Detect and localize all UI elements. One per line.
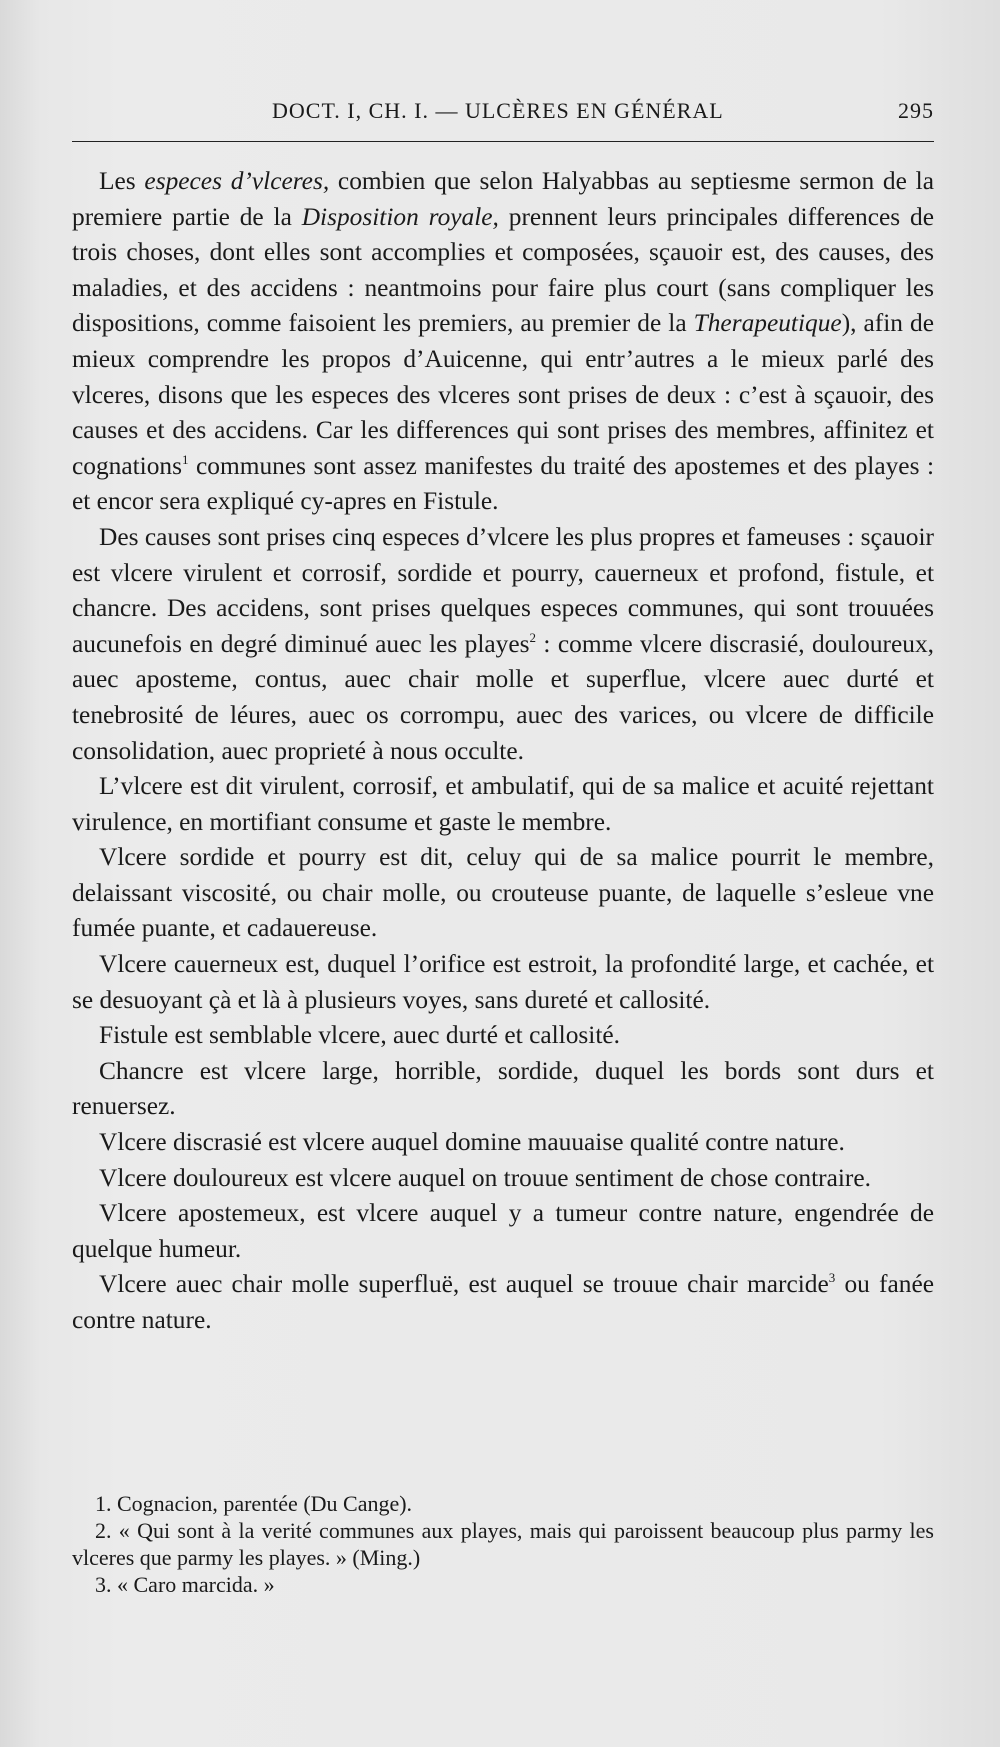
paragraph-chair-molle: Vlcere auec chair molle superfluë, est auquel se trouue chair marcide$^3$ ou fanée contre nature. xyxy=(72,1270,934,1334)
paragraph-discrasie: Vlcere discrasié est vlcere auquel domine mauuaise qualité contre nature. xyxy=(99,1128,845,1157)
italic-therapeutique: Therapeutique xyxy=(693,309,842,338)
footnote-1: 1. Cognacion, parentée (Du Cange). xyxy=(95,1491,413,1516)
paragraph-virulent: L’vlcere est dit virulent, corrosif, et ambulatif, qui de sa malice et acuité rejettant virulence, en mortifiant consume et gaste le membre. xyxy=(72,772,934,836)
paragraph-especes: Les especes d’vlceres, combien que selon Halyabbas au septiesme sermon de la premiere partie de la Disposition royale, prennent leurs principales differences de trois choses, dont elles sont accomplies et composées, sçauoir est, des causes, des maladies, et des accidens : neantmoins pour faire plus court (sans compliquer les dispositions, comme faisoient les premiers, au premier de la Therapeutique), afin de mieux comprendre les propos d’Auicenne, qui entr’autres a le mieux parlé des vlceres, disons que les especes des vlceres sont prises de deux : c’est à sçauoir, des causes et des accidens. Car les differences qui sont prises des membres, affinitez et cognations$^1$ communes sont assez manifestes du traité des apostemes et des playes : et encor sera expliqué cy-apres en Fistule. xyxy=(72,167,934,516)
paragraph-causes: Des causes sont prises cinq especes d’vlcere les plus propres et fameuses : sçauoir est vlcere virulent et corrosif, sordide et pourry, cauerneux et profond, fistule, et chancre. Des accidens, sont prises quelques especes communes, qui sont trouuées aucunefois en degré diminué auec les playes$^2$ : comme vlcere discrasié, douloureux, auec aposteme, contus, auec chair molle et superflue, vlcere auec durté et tenebrosité de léures, auec os corrompu, auec des varices, ou vlcere de difficile consolidation, auec proprieté à nous occulte. xyxy=(72,522,934,765)
paragraph-sordide: Vlcere sordide et pourry est dit, celuy qui de sa malice pourrit le membre, delaissant viscosité, ou chair molle, ou crouteuse puante, de laquelle s’esleue vne fumée puante, et cadauereuse. xyxy=(72,843,934,943)
paragraph-fistule: Fistule est semblable vlcere, auec durté et callosité. xyxy=(99,1021,621,1050)
page-number: 295 xyxy=(898,98,934,123)
paragraph-cauerneux: Vlcere cauerneux est, duquel l’orifice est estroit, la profondité large, et cachée, et se desuoyant çà et là à plusieurs voyes, sans dureté et callosité. xyxy=(72,950,934,1014)
main-text xyxy=(72,164,934,1339)
footnote-ref-2: 2 xyxy=(529,629,537,645)
footnotes xyxy=(72,1490,934,1598)
footnote-2: 2. « Qui sont à la verité communes aux playes, mais qui paroissent beaucoup plus parmy les vlceres que parmy les playes. » (Ming.) xyxy=(72,1518,934,1570)
italic-especes: especes d’vlceres, xyxy=(144,167,330,195)
italic-disposition: Disposition royale, xyxy=(301,202,499,231)
running-title: DOCT. I, CH. I. — ULCÈRES EN GÉNÉRAL xyxy=(272,98,724,123)
footnote-3: 3. « Caro marcida. » xyxy=(95,1572,275,1597)
running-head xyxy=(72,98,934,132)
paragraph-douloureux: Vlcere douloureux est vlcere auquel on trouue sentiment de chose contraire. xyxy=(99,1163,871,1192)
footnote-ref-1: 1 xyxy=(182,451,189,467)
footnote-ref-3: 3 xyxy=(828,1270,836,1286)
paragraph-apostemeux: Vlcere apostemeux, est vlcere auquel y a tumeur contre nature, engendrée de quelque humeur. xyxy=(72,1199,934,1263)
header-rule xyxy=(72,141,934,142)
paragraph-chancre: Chancre est vlcere large, horrible, sordide, duquel les bords sont durs et renuersez. xyxy=(72,1056,934,1121)
